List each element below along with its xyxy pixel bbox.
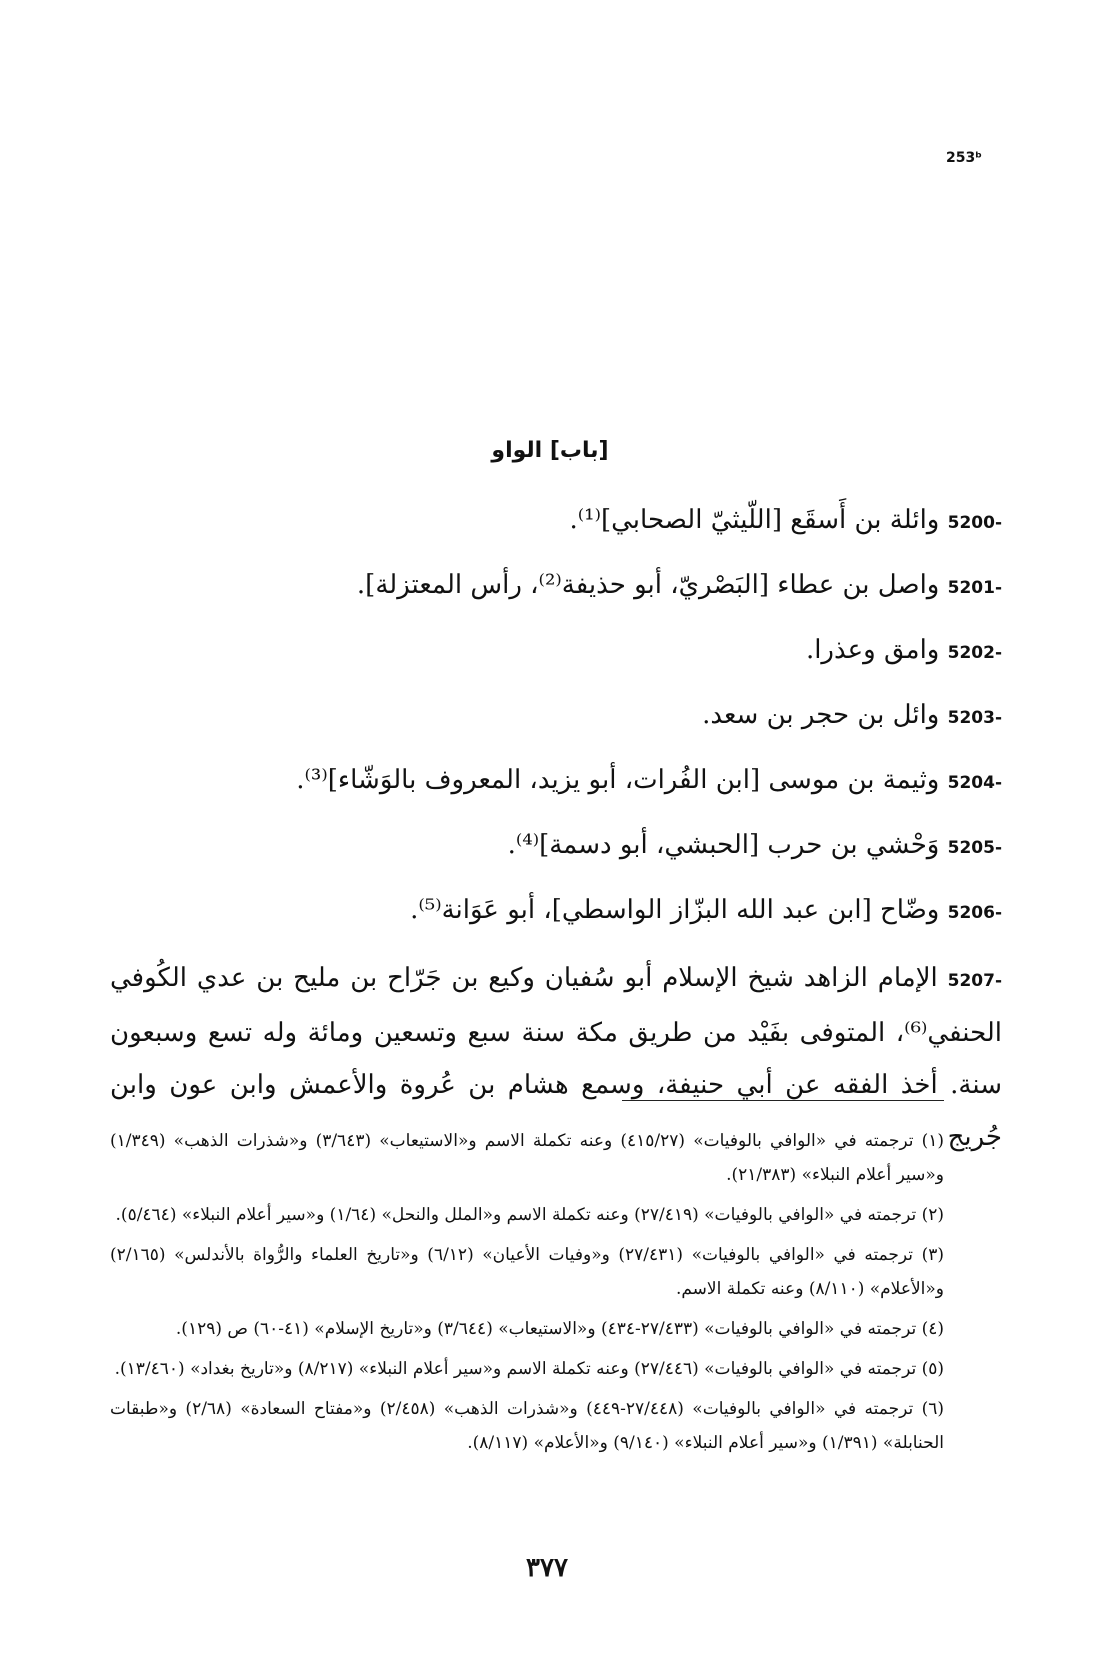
entry-text: وائلة بن أَسقَع [اللّيثيّ الصحابي]⁽¹⁾. — [569, 505, 940, 535]
entry-number: 5201- — [947, 578, 1002, 598]
entry-text: وائل بن حجر بن سعد. — [702, 700, 940, 730]
footnote-2: (٢) ترجمته في «الوافي بالوفيات» (٢٧/٤١٩) وعنه تكملة الاسم و«الملل والنحل» (١/٦٤) و«سير أعلام النبلاء» (٥/٤٦٤). — [115, 1205, 944, 1225]
footnote-1: (١) ترجمته في «الوافي بالوفيات» (٤١٥/٢٧) وعنه تكملة الاسم و«الاستيعاب» (٣/٦٤٣) و«شذرات الذهب» (١/٣٤٩) و«سير أعلام النبلاء» (٢١/٣٨٣). — [110, 1131, 944, 1185]
entry-number: 5200- — [947, 513, 1002, 533]
entry-5205 — [110, 822, 1002, 871]
entry-5202 — [110, 627, 1002, 676]
manuscript-folio-marker: 253ᵇ — [946, 150, 982, 166]
chapter-heading: [باب] الواو — [491, 438, 609, 463]
entry-5206 — [110, 887, 1002, 936]
footnote-4: (٤) ترجمته في «الوافي بالوفيات» (٢٧/٤٣٣-٤٣٤) و«الاستيعاب» (٣/٦٤٤) و«تاريخ الإسلام» (٤١-٦٠) ص (١٢٩). — [175, 1319, 944, 1339]
entry-text: وَحْشي بن حرب [الحبشي، أبو دسمة]⁽⁴⁾. — [507, 830, 940, 860]
entry-text: وضّاح [ابن عبد الله البزّاز الواسطي]، أبو عَوَانة⁽⁵⁾. — [410, 895, 940, 925]
entry-5203 — [110, 692, 1002, 741]
entry-text: الإمام الزاهد شيخ الإسلام أبو سُفيان وكيع بن جَرّاح بن مليح بن عدي الكُوفي الحنفي⁽⁶⁾، المتوفى بفَيْد من طريق مكة سنة سبع وتسعين ومائة وله تسع وسبعون سنة. أخذ الفقه عن أبي حنيفة، وسمع هشام بن عُروة والأعمش وابن عون وابن جُريج — [110, 963, 1002, 1152]
footnote-5: (٥) ترجمته في «الوافي بالوفيات» (٢٧/٤٤٦) وعنه تكملة الاسم و«سير أعلام النبلاء» (٨/٢١٧) و«تاريخ بغداد» (١٣/٤٦٠). — [114, 1359, 944, 1379]
entries-list — [110, 497, 1002, 1179]
footnote-6: (٦) ترجمته في «الوافي بالوفيات» (٢٧/٤٤٨-٤٤٩) و«شذرات الذهب» (٢/٤٥٨) و«مفتاح السعادة» (٢/٦٨) و«طبقات الحنابلة» (١/٣٩١) و«سير أعلام النبلاء» (٩/١٤٠) و«الأعلام» (٨/١١٧). — [110, 1399, 945, 1453]
entry-text: واصل بن عطاء [البَصْريّ، أبو حذيفة⁽²⁾، رأس المعتزلة]. — [356, 570, 940, 600]
entry-number: 5207- — [947, 971, 1003, 991]
entry-number: 5206- — [947, 903, 1002, 923]
footnote-divider — [622, 1100, 944, 1101]
entry-text: وامق وعذرا. — [805, 635, 940, 665]
entry-text: وثيمة بن موسى [ابن الفُرات، أبو يزيد، المعروف بالوَشّاء]⁽³⁾. — [296, 765, 940, 795]
entry-5204 — [110, 757, 1002, 806]
entry-5201 — [110, 562, 1002, 611]
entry-number: 5203- — [947, 708, 1002, 728]
entry-number: 5202- — [947, 643, 1002, 663]
entry-number: 5205- — [947, 838, 1002, 858]
footnotes-section — [110, 1124, 944, 1466]
page-number: ٣٧٧ — [526, 1553, 568, 1583]
entry-5200 — [110, 497, 1002, 546]
entry-number: 5204- — [947, 773, 1002, 793]
footnote-3: (٣) ترجمته في «الوافي بالوفيات» (٢٧/٤٣١) و«وفيات الأعيان» (٦/١٢) و«تاريخ العلماء والرُّواة بالأندلس» (٢/١٦٥) و«الأعلام» (٨/١١٠) وعنه تكملة الاسم. — [110, 1245, 944, 1299]
